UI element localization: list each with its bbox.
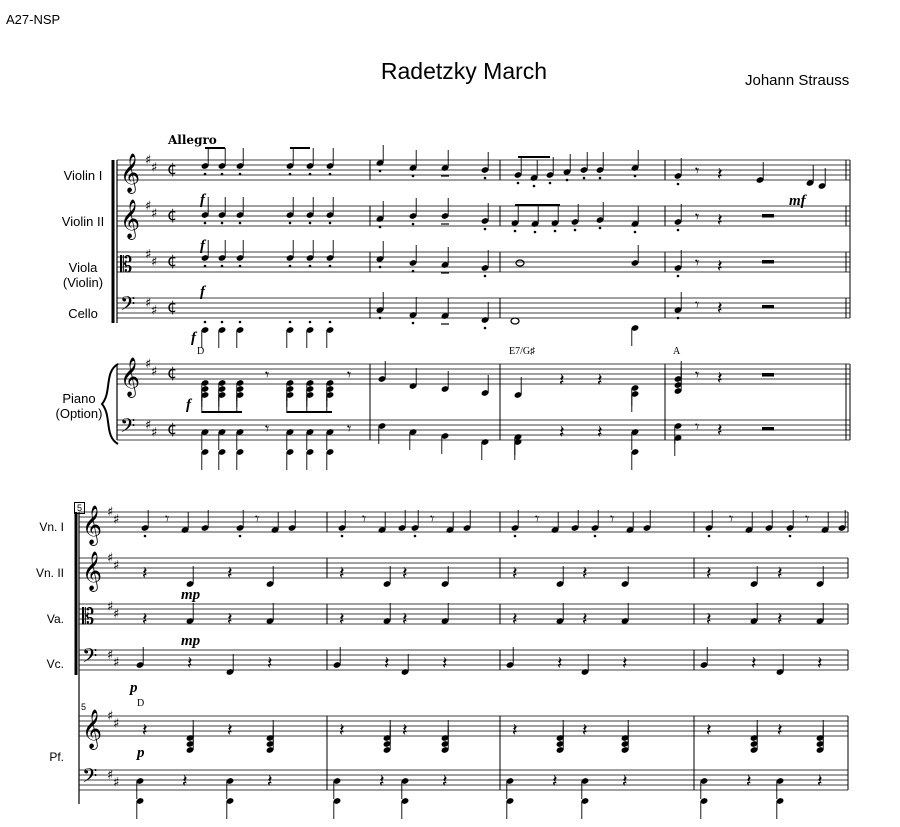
quarter-rest: 𝄽: [442, 653, 448, 674]
staccato-dot: [677, 317, 680, 320]
dynamic-p-piano: p: [137, 745, 145, 761]
staccato-dot: [329, 321, 332, 324]
vn1-staff-treble-clef: 𝄞: [82, 505, 103, 545]
staccato-dot: [309, 321, 312, 324]
staccato-dot: [583, 177, 586, 180]
staccato-dot: [379, 317, 382, 320]
quarter-rest: 𝄽: [706, 609, 712, 630]
cello-staff-sharp-c: ♯: [151, 303, 158, 319]
quarter-rest: 𝄽: [751, 653, 757, 674]
staccato-dot: [677, 229, 680, 232]
composer-name: Johann Strauss: [745, 72, 850, 89]
viola-half-note: [516, 260, 524, 266]
dynamic-forte-piano: f: [186, 397, 191, 413]
va-staff-alto-clef: 𝄡: [82, 605, 95, 630]
staccato-dot: [599, 227, 602, 230]
eighth-rest: 𝄾: [610, 509, 615, 528]
half-rest: [762, 427, 774, 431]
viola-staff-sharp-c: ♯: [151, 255, 158, 270]
quarter-rest: 𝄽: [379, 771, 385, 792]
eighth-rest: 𝄾: [695, 207, 700, 226]
staccato-dot: [379, 266, 382, 269]
quarter-rest: 𝄽: [582, 720, 588, 741]
piano-measure-number: 5: [81, 702, 87, 712]
eighth-rest: 𝄾: [535, 509, 540, 528]
quarter-rest: 𝄽: [227, 609, 233, 630]
staccato-dot: [484, 327, 487, 330]
chord-symbol-a: A: [673, 346, 681, 357]
quarter-rest: 𝄽: [442, 771, 448, 792]
quarter-rest: 𝄽: [402, 720, 408, 741]
quarter-rest: 𝄽: [717, 210, 723, 231]
quarter-rest: 𝄽: [597, 370, 603, 391]
piano-lh-staff-sharp-f: ♯: [145, 418, 152, 433]
eighth-rest: 𝄾: [347, 419, 352, 438]
vn2-staff-sharp-f: ♯: [107, 551, 114, 566]
quarter-rest: 𝄽: [267, 653, 273, 674]
staccato-dot: [239, 265, 242, 268]
staccato-dot: [566, 179, 569, 182]
measure-number-box: 5: [74, 502, 85, 514]
instrument-label-piano: Piano (Option): [55, 391, 103, 421]
pf-rh-staff-sharp-c: ♯: [113, 716, 120, 732]
quarter-rest: 𝄽: [706, 563, 712, 584]
violin1-staff-cut-time: ¢: [167, 159, 178, 178]
quarter-rest: 𝄽: [717, 368, 723, 389]
quarter-rest: 𝄽: [512, 563, 518, 584]
staccato-dot: [379, 170, 382, 173]
staccato-dot: [412, 270, 415, 273]
quarter-rest: 𝄽: [706, 720, 712, 741]
staccato-dot: [379, 226, 382, 229]
violin1-staff-treble-clef: 𝄞: [120, 153, 141, 193]
piano-rh-staff-treble-clef: 𝄞: [120, 357, 141, 397]
chord-symbol-d-2: D: [137, 698, 145, 709]
staccato-dot: [239, 222, 242, 225]
quarter-rest: 𝄽: [267, 771, 273, 792]
quarter-rest: 𝄽: [142, 720, 148, 741]
staccato-dot: [412, 322, 415, 325]
eighth-rest: 𝄾: [165, 509, 170, 528]
staccato-dot: [329, 222, 332, 225]
eighth-rest: 𝄾: [695, 161, 700, 180]
quarter-rest: 𝄽: [339, 563, 345, 584]
staccato-dot: [239, 535, 242, 538]
quarter-rest: 𝄽: [717, 164, 723, 185]
staccato-dot: [517, 182, 520, 185]
quarter-rest: 𝄽: [402, 609, 408, 630]
violin2-staff-sharp-f: ♯: [145, 199, 152, 214]
piano-lh-staff-cut-time: ¢: [167, 419, 178, 438]
vn1-staff-sharp-f: ♯: [107, 505, 114, 520]
dynamic-p-vc: p: [130, 680, 138, 696]
quarter-rest: 𝄽: [512, 609, 518, 630]
staccato-dot: [514, 230, 517, 233]
violin2-staff-sharp-c: ♯: [151, 206, 158, 222]
staccato-dot: [484, 275, 487, 278]
score-code: A27-NSP: [6, 12, 61, 27]
staccato-dot: [289, 265, 292, 268]
piano-brace: [102, 364, 118, 444]
quarter-rest: 𝄽: [182, 771, 188, 792]
quarter-rest: 𝄽: [717, 256, 723, 277]
staccato-dot: [554, 230, 557, 233]
eighth-rest: 𝄾: [695, 253, 700, 272]
viola-staff-alto-clef: 𝄡: [120, 253, 133, 278]
pf-lh-staff-bass-clef: 𝄢: [82, 764, 98, 792]
staccato-dot: [677, 275, 680, 278]
half-rest: [762, 305, 774, 309]
vn1-staff-sharp-c: ♯: [113, 512, 120, 528]
dynamic-mp-vn2: mp: [181, 587, 201, 603]
staccato-dot: [144, 535, 147, 538]
violin2-staff-treble-clef: 𝄞: [120, 199, 141, 239]
eighth-rest: 𝄾: [695, 417, 700, 436]
cello-half-note: [511, 318, 519, 324]
staccato-dot: [514, 535, 517, 538]
staccato-dot: [204, 173, 207, 176]
staccato-dot: [289, 222, 292, 225]
violin2-staff-cut-time: ¢: [167, 205, 178, 224]
instrument-label-vn1: Vn. I: [39, 520, 64, 534]
quarter-rest: 𝄽: [142, 563, 148, 584]
quarter-rest: 𝄽: [622, 653, 628, 674]
staccato-dot: [708, 535, 711, 538]
eighth-rest: 𝄾: [805, 509, 810, 528]
eighth-rest: 𝄾: [347, 365, 352, 384]
staccato-dot: [341, 535, 344, 538]
staccato-dot: [289, 321, 292, 324]
eighth-rest: 𝄾: [265, 419, 270, 438]
quarter-rest: 𝄽: [402, 563, 408, 584]
quarter-rest: 𝄽: [187, 653, 193, 674]
eighth-rest: 𝄾: [729, 509, 734, 528]
staccato-dot: [329, 265, 332, 268]
instrument-label-violin-2: Violin II: [61, 214, 105, 229]
quarter-rest: 𝄽: [557, 653, 563, 674]
staccato-dot: [549, 182, 552, 185]
staccato-dot: [634, 175, 637, 178]
pf-rh-staff-treble-clef: 𝄞: [82, 709, 103, 749]
quarter-rest: 𝄽: [339, 720, 345, 741]
tempo-marking: Allegro: [168, 133, 217, 147]
quarter-rest: 𝄽: [746, 771, 752, 792]
half-rest: [762, 260, 774, 264]
instrument-label-pf: Pf.: [49, 750, 64, 764]
cello-staff-sharp-f: ♯: [145, 296, 152, 311]
pf-rh-staff-sharp-f: ♯: [107, 709, 114, 724]
piano-rh-staff-cut-time: ¢: [167, 363, 178, 382]
pf-lh-staff-sharp-f: ♯: [107, 768, 114, 783]
eighth-rest: 𝄾: [362, 509, 367, 528]
violin1-staff-sharp-f: ♯: [145, 153, 152, 168]
quarter-rest: 𝄽: [817, 771, 823, 792]
va-staff-sharp-f: ♯: [107, 599, 114, 615]
staccato-dot: [329, 173, 332, 176]
staccato-dot: [221, 321, 224, 324]
quarter-rest: 𝄽: [717, 420, 723, 441]
staccato-dot: [309, 265, 312, 268]
piano-lh-staff-bass-clef: 𝄢: [120, 414, 136, 442]
staccato-dot: [677, 183, 680, 186]
quarter-rest: 𝄽: [559, 422, 565, 443]
quarter-rest: 𝄽: [339, 609, 345, 630]
eighth-rest: 𝄾: [695, 295, 700, 314]
staccato-dot: [221, 173, 224, 176]
quarter-rest: 𝄽: [777, 720, 783, 741]
instrument-label-vn2: Vn. II: [35, 566, 64, 580]
instrument-label-violin-1: Violin I: [63, 168, 103, 183]
pf-lh-staff-sharp-c: ♯: [113, 775, 120, 791]
staccato-dot: [239, 321, 242, 324]
eighth-rest: 𝄾: [430, 509, 435, 528]
piano-rh-staff-sharp-f: ♯: [145, 357, 152, 372]
score-title: Radetzky March: [380, 58, 548, 84]
staccato-dot: [289, 173, 292, 176]
staccato-dot: [204, 265, 207, 268]
staccato-dot: [594, 535, 597, 538]
piano-lh-staff-sharp-c: ♯: [151, 425, 158, 441]
staccato-dot: [414, 535, 417, 538]
staccato-dot: [204, 222, 207, 225]
quarter-rest: 𝄽: [622, 771, 628, 792]
vc-staff-bass-clef: 𝄢: [82, 644, 98, 672]
vc-staff-sharp-c: ♯: [113, 655, 120, 671]
staccato-dot: [534, 231, 537, 234]
instrument-label-vc: Vc.: [46, 657, 64, 671]
staccato-dot: [533, 185, 536, 188]
dynamic-forte-vc: f: [200, 284, 205, 300]
staccato-dot: [309, 222, 312, 225]
instrument-label-viola: Viola (Violin): [62, 260, 104, 290]
quarter-rest: 𝄽: [777, 609, 783, 630]
dynamic-forte-va: f: [200, 238, 205, 254]
staccato-dot: [221, 265, 224, 268]
chord-symbol-e7-gsharp: E7/G♯: [509, 346, 536, 357]
violin1-staff-sharp-c: ♯: [151, 160, 158, 176]
quarter-rest: 𝄽: [582, 609, 588, 630]
quarter-rest: 𝄽: [512, 720, 518, 741]
staccato-dot: [574, 229, 577, 232]
quarter-rest: 𝄽: [142, 609, 148, 630]
quarter-rest: 𝄽: [227, 563, 233, 584]
piano-rh-staff-sharp-c: ♯: [151, 364, 158, 380]
quarter-rest: 𝄽: [777, 563, 783, 584]
quarter-rest: 𝄽: [817, 653, 823, 674]
cello-staff-bass-clef: 𝄢: [120, 292, 136, 320]
half-rest: [762, 214, 774, 218]
dynamic-forte-vn2: f: [200, 192, 205, 208]
quarter-rest: 𝄽: [597, 422, 603, 443]
staccato-dot: [412, 175, 415, 178]
staccato-dot: [789, 535, 792, 538]
eighth-rest: 𝄾: [265, 365, 270, 384]
va-staff-sharp-c: ♯: [113, 607, 120, 622]
staccato-dot: [221, 222, 224, 225]
staccato-dot: [484, 228, 487, 231]
staccato-dot: [204, 321, 207, 324]
viola-staff-sharp-f: ♯: [145, 247, 152, 263]
quarter-rest: 𝄽: [384, 653, 390, 674]
staccato-dot: [484, 177, 487, 180]
half-rest: [762, 373, 774, 377]
quarter-rest: 𝄽: [227, 720, 233, 741]
staccato-dot: [634, 231, 637, 234]
dynamic-mp-va: mp: [181, 633, 201, 649]
instrument-label-cello: Cello: [68, 306, 98, 321]
staccato-dot: [239, 173, 242, 176]
dynamic-forte-vc-2: f: [191, 330, 196, 346]
dynamic-mf-vn1: mf: [789, 193, 806, 209]
instrument-label-va: Va.: [46, 612, 64, 626]
staccato-dot: [412, 223, 415, 226]
vn2-staff-treble-clef: 𝄞: [82, 551, 103, 591]
eighth-rest: 𝄾: [255, 509, 260, 528]
quarter-rest: 𝄽: [552, 771, 558, 792]
viola-staff-cut-time: ¢: [167, 251, 178, 270]
chord-symbol-d: D: [197, 346, 205, 357]
staccato-dot: [309, 173, 312, 176]
cello-staff-cut-time: ¢: [167, 297, 178, 316]
vc-staff-sharp-f: ♯: [107, 648, 114, 663]
vn2-staff-sharp-c: ♯: [113, 558, 120, 574]
eighth-rest: 𝄾: [695, 365, 700, 384]
quarter-rest: 𝄽: [559, 370, 565, 391]
staccato-dot: [599, 177, 602, 180]
quarter-rest: 𝄽: [717, 298, 723, 319]
quarter-rest: 𝄽: [582, 563, 588, 584]
